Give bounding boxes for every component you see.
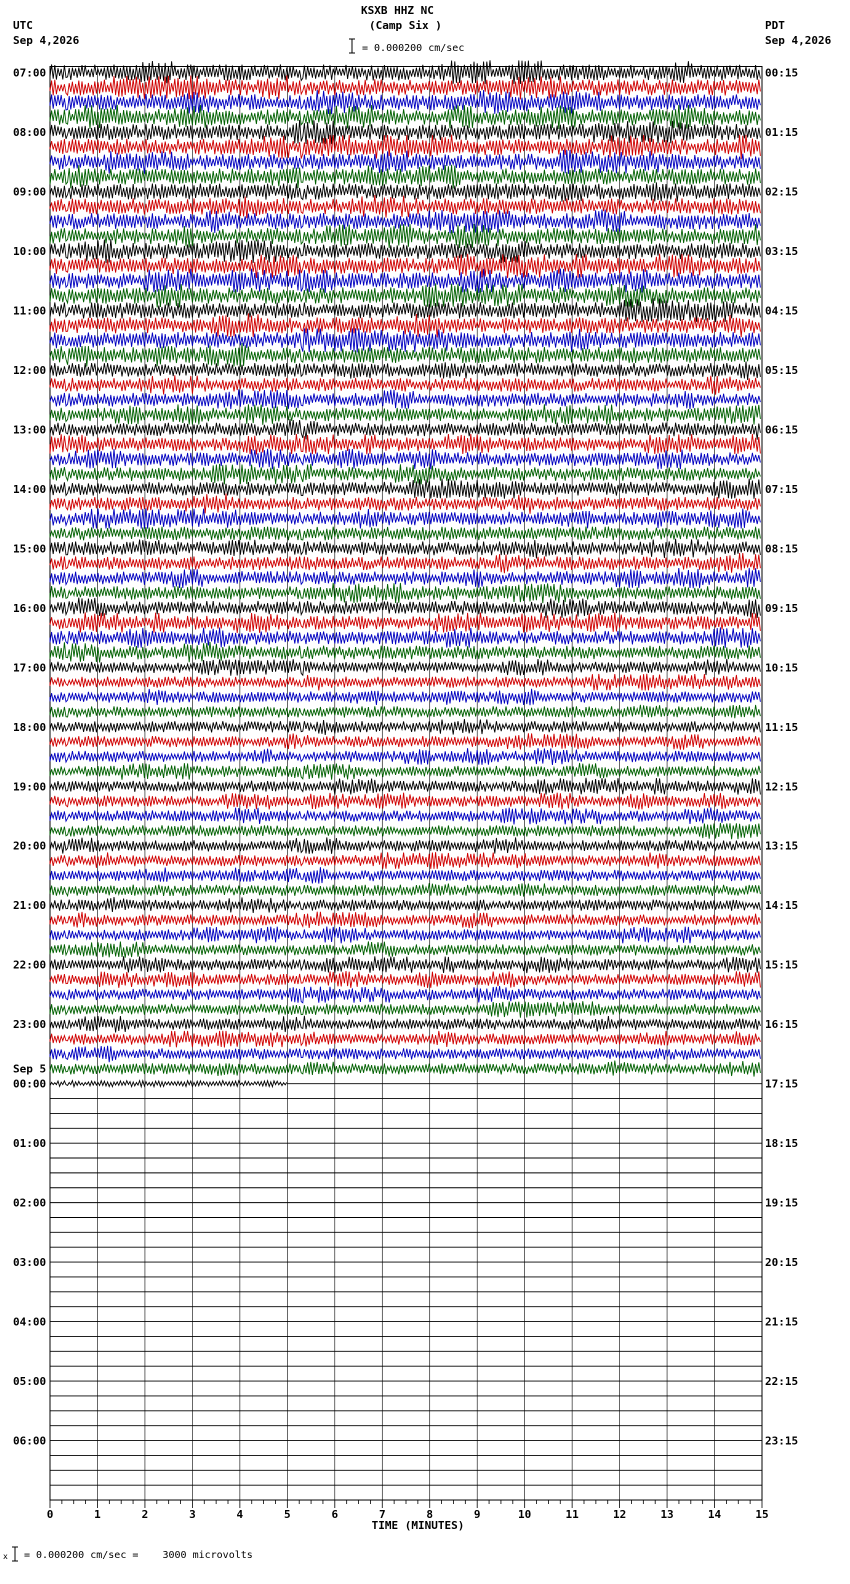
utc-hour-label: 09:00 bbox=[13, 185, 47, 199]
pdt-hour-label: 08:15 bbox=[765, 542, 799, 556]
scale-bar-icon bbox=[349, 39, 355, 53]
seismic-trace bbox=[50, 627, 760, 647]
utc-hour-label: 19:00 bbox=[13, 780, 47, 794]
x-tick-label: 4 bbox=[236, 1508, 244, 1522]
pdt-hour-label: 00:15 bbox=[765, 66, 799, 80]
utc-hour-label: 00:00 bbox=[13, 1077, 47, 1091]
utc-hour-label: 03:00 bbox=[13, 1256, 47, 1270]
pdt-hour-label: 03:15 bbox=[765, 244, 799, 258]
x-tick-label: 14 bbox=[707, 1508, 722, 1522]
seismic-trace bbox=[50, 375, 760, 394]
seismic-trace bbox=[50, 553, 760, 573]
seismic-trace bbox=[50, 659, 760, 676]
seismic-trace bbox=[50, 150, 760, 174]
utc-hour-label: 02:00 bbox=[13, 1196, 47, 1210]
seismic-trace bbox=[50, 852, 760, 869]
seismic-trace bbox=[50, 389, 760, 409]
seismic-trace bbox=[50, 598, 760, 619]
utc-hour-label: 05:00 bbox=[13, 1375, 47, 1389]
seismic-trace bbox=[50, 823, 760, 839]
pdt-hour-label: 14:15 bbox=[765, 899, 799, 913]
station-title: KSXB HHZ NC bbox=[361, 4, 434, 17]
utc-hour-label: 23:00 bbox=[13, 1018, 47, 1032]
seismic-trace bbox=[50, 195, 760, 218]
x-tick-label: 0 bbox=[46, 1508, 54, 1522]
seismic-trace bbox=[50, 210, 760, 234]
pdt-hour-label: 23:15 bbox=[765, 1434, 799, 1448]
pdt-hour-label: 17:15 bbox=[765, 1077, 799, 1091]
pdt-hour-label: 10:15 bbox=[765, 661, 799, 675]
seismic-trace bbox=[50, 1061, 760, 1077]
pdt-hour-label: 18:15 bbox=[765, 1137, 799, 1151]
seismic-trace bbox=[50, 612, 760, 633]
pdt-hour-label: 16:15 bbox=[765, 1018, 799, 1032]
seismic-trace bbox=[50, 674, 760, 691]
seismic-trace bbox=[50, 705, 760, 718]
pdt-hour-label: 19:15 bbox=[765, 1196, 799, 1210]
seismic-trace bbox=[50, 763, 760, 780]
utc-hour-label: 22:00 bbox=[13, 958, 47, 972]
seismic-trace bbox=[50, 1031, 760, 1048]
seismic-trace bbox=[50, 583, 760, 603]
pdt-date: Sep 4,2026 bbox=[765, 34, 832, 47]
pdt-hour-label: 22:15 bbox=[765, 1375, 799, 1389]
svg-text:x: x bbox=[3, 1552, 8, 1561]
seismic-trace bbox=[50, 494, 760, 514]
seismic-trace bbox=[50, 568, 760, 588]
seismic-trace bbox=[50, 956, 760, 973]
seismic-trace bbox=[50, 941, 760, 957]
seismic-trace bbox=[50, 362, 760, 380]
x-axis-title: TIME (MINUTES) bbox=[371, 1519, 465, 1533]
seismic-trace bbox=[50, 419, 760, 440]
x-tick-label: 6 bbox=[331, 1508, 339, 1522]
seismic-trace bbox=[50, 837, 760, 853]
seismic-trace bbox=[50, 912, 760, 928]
scale-note: = 0.000200 cm/sec bbox=[362, 43, 465, 54]
seismic-trace bbox=[50, 808, 760, 825]
seismic-trace bbox=[50, 1001, 760, 1018]
pdt-hour-label: 21:15 bbox=[765, 1315, 799, 1329]
pdt-hour-label: 02:15 bbox=[765, 185, 799, 199]
x-tick-label: 8 bbox=[426, 1508, 434, 1522]
site-title: (Camp Six ) bbox=[369, 19, 442, 32]
seismic-trace bbox=[50, 313, 760, 337]
seismic-trace bbox=[50, 897, 760, 913]
seismic-trace bbox=[50, 182, 760, 201]
x-tick-label: 7 bbox=[378, 1508, 386, 1522]
pdt-hour-label: 13:15 bbox=[765, 839, 799, 853]
x-tick-label: 15 bbox=[755, 1508, 769, 1522]
seismic-trace bbox=[50, 1016, 760, 1033]
utc-hour-label: 06:00 bbox=[13, 1434, 47, 1448]
seismic-trace bbox=[50, 539, 760, 559]
pdt-hour-label: 05:15 bbox=[765, 363, 799, 377]
calibration-bar-icon bbox=[3, 1547, 18, 1561]
seismic-trace bbox=[50, 434, 760, 454]
x-tick-label: 5 bbox=[284, 1508, 291, 1522]
date-change-label: Sep 5 bbox=[13, 1062, 47, 1076]
seismic-trace bbox=[50, 793, 760, 810]
utc-hour-label: 04:00 bbox=[13, 1315, 47, 1329]
pdt-hour-label: 01:15 bbox=[765, 125, 799, 139]
x-tick-label: 9 bbox=[473, 1508, 481, 1522]
x-tick-label: 2 bbox=[141, 1508, 149, 1522]
seismic-trace bbox=[50, 527, 760, 541]
seismic-trace bbox=[50, 689, 760, 705]
pdt-hour-label: 06:15 bbox=[765, 423, 799, 437]
utc-hour-label: 11:00 bbox=[13, 304, 47, 318]
seismic-trace bbox=[50, 1046, 760, 1062]
seismic-trace bbox=[50, 479, 760, 499]
utc-hour-label: 10:00 bbox=[13, 244, 47, 258]
seismic-trace bbox=[50, 986, 760, 1003]
seismic-trace bbox=[50, 1081, 287, 1087]
x-tick-label: 1 bbox=[94, 1508, 101, 1522]
x-tick-label: 10 bbox=[518, 1508, 532, 1522]
seismic-trace bbox=[50, 719, 760, 735]
seismic-trace bbox=[50, 449, 760, 469]
pdt-hour-label: 09:15 bbox=[765, 601, 799, 615]
utc-label: UTC bbox=[13, 19, 33, 32]
x-tick-label: 12 bbox=[612, 1508, 627, 1522]
seismic-trace bbox=[50, 508, 760, 528]
utc-hour-label: 12:00 bbox=[13, 363, 47, 377]
seismic-trace bbox=[50, 642, 760, 662]
utc-hour-label: 14:00 bbox=[13, 482, 47, 496]
pdt-hour-label: 12:15 bbox=[765, 780, 799, 794]
pdt-hour-label: 15:15 bbox=[765, 958, 799, 972]
seismic-trace bbox=[50, 239, 760, 263]
utc-hour-label: 18:00 bbox=[13, 720, 47, 734]
utc-date: Sep 4,2026 bbox=[13, 34, 80, 47]
utc-hour-label: 16:00 bbox=[13, 601, 47, 615]
x-tick-label: 3 bbox=[189, 1508, 196, 1522]
pdt-hour-label: 11:15 bbox=[765, 720, 799, 734]
utc-hour-label: 17:00 bbox=[13, 661, 47, 675]
utc-hour-label: 15:00 bbox=[13, 542, 47, 556]
pdt-label: PDT bbox=[765, 19, 785, 32]
pdt-hour-label: 07:15 bbox=[765, 482, 799, 496]
seismic-trace bbox=[50, 120, 760, 144]
utc-hour-label: 07:00 bbox=[13, 66, 47, 80]
utc-hour-label: 08:00 bbox=[13, 125, 47, 139]
seismic-trace bbox=[50, 60, 760, 84]
seismic-trace bbox=[50, 883, 760, 896]
seismic-trace bbox=[50, 778, 760, 795]
seismic-trace bbox=[50, 927, 760, 944]
seismic-trace bbox=[50, 748, 760, 765]
seismic-trace bbox=[50, 254, 760, 278]
x-tick-label: 11 bbox=[565, 1508, 579, 1522]
pdt-hour-label: 20:15 bbox=[765, 1256, 799, 1270]
calibration-note: = 0.000200 cm/sec = 3000 microvolts bbox=[24, 1550, 253, 1561]
x-tick-label: 13 bbox=[660, 1508, 674, 1522]
utc-hour-label: 01:00 bbox=[13, 1137, 47, 1151]
utc-hour-label: 21:00 bbox=[13, 899, 47, 913]
utc-hour-label: 20:00 bbox=[13, 839, 47, 853]
seismic-trace bbox=[50, 867, 760, 883]
seismic-trace bbox=[50, 269, 760, 293]
pdt-hour-label: 04:15 bbox=[765, 304, 799, 318]
seismic-trace bbox=[50, 464, 760, 484]
seismic-trace bbox=[50, 971, 760, 988]
seismic-trace bbox=[50, 733, 760, 749]
seismic-trace bbox=[50, 224, 760, 248]
utc-hour-label: 13:00 bbox=[13, 423, 47, 437]
